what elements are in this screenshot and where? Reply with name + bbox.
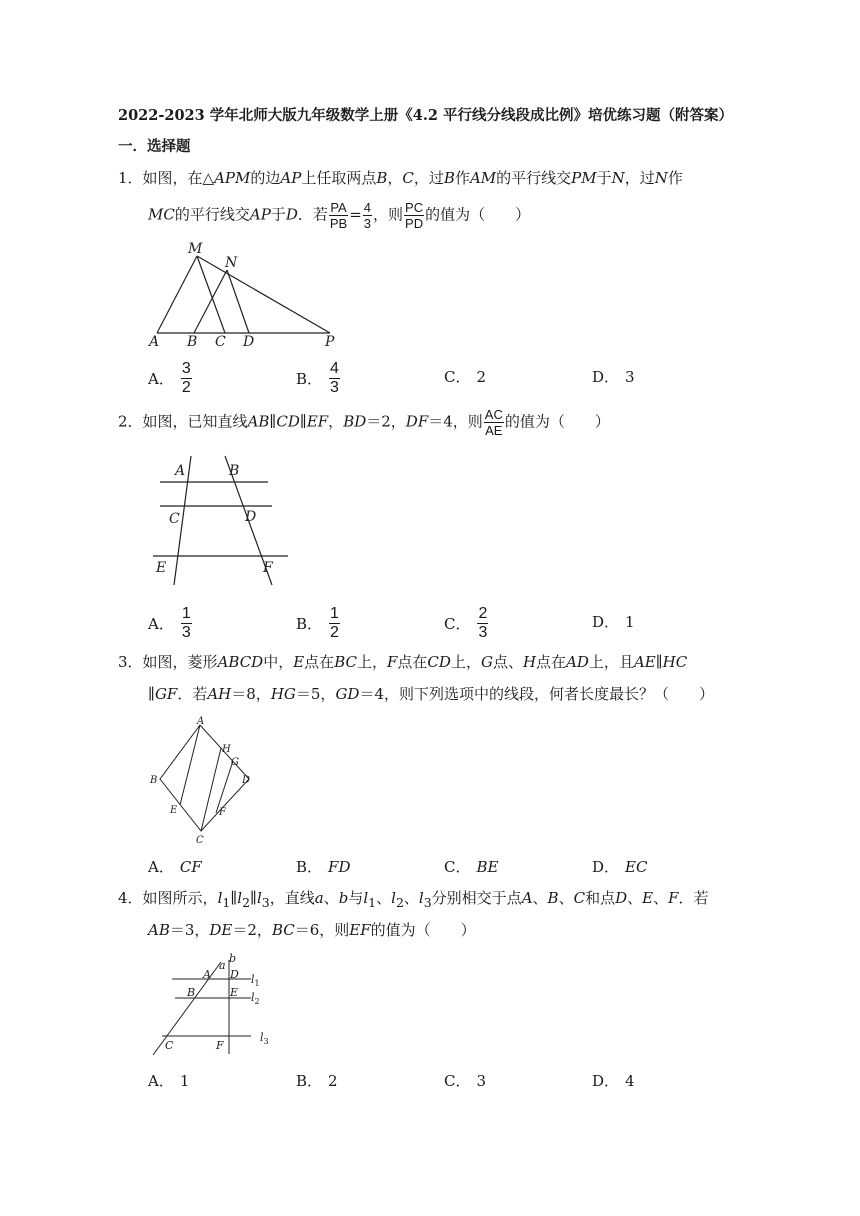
q4-option-a[interactable] [148,1070,189,1091]
frac-den: AE [485,423,503,438]
q3-option-c[interactable] [444,856,498,877]
q3-var: G [480,653,493,671]
label-l2-letter: l [251,991,255,1004]
q1-var: N [654,169,668,187]
q1-var: C [402,169,414,187]
frac-num: 4 [363,200,372,215]
q3-text: 点在 [536,653,567,671]
label-b: B [187,334,198,350]
q4-subscript: 3 [261,895,270,910]
q4-text: 与 [348,889,364,907]
label-l1-letter: l [251,973,255,986]
q1-text: 的值为（ ） [425,205,531,224]
label-b: B [150,775,158,786]
q2-text: 的值为（ ） [504,412,610,431]
q4-text: 、 [653,889,669,907]
line-am [157,256,197,333]
q2-text: 如图，已知直线 [142,412,248,431]
q3-text-line1 [118,652,687,672]
frac-den: 2 [330,624,339,641]
label-d: D [245,509,257,525]
label-l2-subscript: 2 [254,997,260,1006]
q4-var: BC [271,921,295,939]
label-l3-subscript: 3 [263,1037,269,1046]
option-fraction [477,605,488,642]
option-fraction [329,360,340,397]
q3-text: 点、 [492,653,523,671]
q1-var: D [285,205,298,224]
q1-var: AP [249,205,271,224]
option-label: A． [148,370,174,388]
q1-text: 作 [454,169,470,187]
option-fraction [329,605,340,642]
option-value: 3 [625,367,635,386]
option-label: C． [444,858,471,876]
q4-var: EF [349,921,371,939]
q4-var: A [521,889,533,907]
label-p: P [325,334,335,350]
option-label: D． [592,858,620,876]
q2-figure [150,455,295,590]
frac-num: 4 [330,360,339,377]
option-value: 1 [179,1071,190,1090]
q3-text: ＝4，则下列选项中的线段，何者长度最长？（ ） [359,685,714,703]
frac-num: AC [484,407,503,422]
frac-den: PD [405,216,424,231]
q4-text: 、 [376,889,392,907]
q4-var: l [391,889,396,907]
q3-var: AD [566,653,589,671]
q3-figure [145,715,260,850]
option-label: C． [444,615,471,633]
option-label: C． [444,1072,471,1090]
q4-parallel: ∥ [230,889,238,907]
label-a: A [203,968,211,981]
q2-text: ＝4，则 [428,412,483,431]
q3-var: AH [207,685,232,703]
option-label: A． [148,858,174,876]
q1-fraction-pc-pd [404,200,424,231]
q4-text: 如图所示， [142,889,218,907]
option-label: D． [592,368,620,386]
q1-text: ，则 [373,205,404,224]
q2-option-b[interactable] [296,605,341,642]
frac-den: 3 [181,624,191,641]
q1-text: 的边 [250,169,281,187]
label-c: C [165,1039,174,1052]
option-value: EC [625,857,648,876]
option-value: 2 [328,1071,338,1090]
q4-text: 、 [323,889,339,907]
q3-var: HG [270,685,296,703]
q4-text: 、 [627,889,643,907]
q3-text: 中， [263,653,294,671]
q4-text: 的值为（ ） [370,921,476,939]
q3-number: 3． [118,653,143,671]
q4-subscript: 2 [242,895,251,910]
q1-text: 的平行线交 [174,205,250,224]
q1-option-b[interactable] [296,360,341,397]
option-label: D． [592,613,620,631]
q4-text: 、 [558,889,574,907]
label-l3-letter: l [260,1031,264,1044]
option-label: B． [296,370,323,388]
q1-text: 上任取两点 [301,169,377,187]
q3-var: F [386,653,398,671]
q1-var: AM [469,169,497,187]
q2-text: ， [328,412,344,431]
q1-var: B [376,169,388,187]
q3-var: E [293,653,305,671]
option-value: FD [328,857,351,876]
q4-subscript: 1 [368,895,377,910]
q4-option-c[interactable] [444,1070,486,1091]
q4-var: AB [148,921,170,939]
q1-figure [145,240,345,350]
q4-var: F [668,889,679,907]
frac-den: 3 [363,216,372,231]
label-e: E [230,986,239,999]
q4-subscript: 2 [395,895,404,910]
q1-text: 的平行线交 [496,169,572,187]
q3-option-d[interactable] [592,856,647,877]
q4-subscript: 3 [423,895,432,910]
frac-den: 3 [330,379,339,396]
q4-number: 4． [118,889,143,907]
label-l1 [251,973,260,988]
label-c: C [169,511,180,527]
q1-var: MC [148,205,175,224]
q2-parallel: ∥ [269,412,277,431]
q2-var: AB [247,412,270,431]
line-ae [180,725,200,805]
q2-option-c[interactable] [444,605,489,642]
frac-num: 1 [330,605,339,622]
q1-text-line1 [118,168,683,188]
option-label: C． [444,368,471,386]
option-value: 1 [625,612,635,631]
q4-text: ＝2， [232,921,272,939]
q1-text: ．若 [297,205,328,224]
q4-option-b[interactable] [296,1070,338,1091]
q2-number: 2． [118,412,143,431]
q4-text-line1 [118,888,709,913]
q1-equals: = [349,205,362,224]
label-b: B [229,463,240,479]
q1-text: 于 [596,169,612,187]
section-heading: 一．选择题 [118,138,191,155]
line-mc [197,256,225,333]
line-hc [201,748,221,831]
label-line-b: b [229,952,237,965]
option-label: B． [296,1072,323,1090]
q3-var: CD [427,653,451,671]
option-value: 2 [476,367,487,386]
q1-text: ，过 [624,169,655,187]
q2-text-line1 [118,407,610,438]
label-line-a: a [219,959,226,972]
q3-text: ＝8， [231,685,271,703]
q4-text: 和点 [585,889,616,907]
frac-num: PA [330,200,347,215]
q3-text: 上，且 [588,653,634,671]
q4-subscript: 1 [222,895,231,910]
q2-var: DF [405,412,429,431]
q2-var: BD [343,412,367,431]
q3-parallel: ∥ [655,653,663,671]
q1-text: ， [387,169,403,187]
frac-num: PC [405,200,424,215]
q1-text: 作 [667,169,683,187]
option-value: 4 [625,1071,635,1090]
q4-var: l [217,889,223,907]
label-l1-subscript: 1 [254,979,260,988]
q1-var: PM [571,169,597,187]
q3-var: H [522,653,537,671]
q3-option-b[interactable] [296,856,350,877]
option-value: CF [179,857,202,876]
label-n: N [225,255,238,271]
option-fraction [181,360,192,397]
frac-num: 3 [181,360,191,377]
q3-var: ABCD [217,653,264,671]
option-value: BE [476,857,499,876]
q3-text: 点在 [304,653,335,671]
label-g: G [231,757,239,768]
frac-num: 1 [181,605,191,622]
label-e: E [156,560,167,576]
line-mp [197,256,330,333]
frac-den: 3 [478,624,488,641]
label-f: F [219,807,226,818]
q3-text: 点在 [397,653,428,671]
q4-var: a [314,889,324,907]
q3-text: 如图，菱形 [142,653,218,671]
q2-var: CD [276,412,300,431]
q3-var: BC [334,653,357,671]
label-e: E [170,805,178,816]
document-title: 2022-2023 学年北师大版九年级数学上册《4.2 平行线分线段成比例》培优练习题（附答案） [118,107,734,124]
label-f: F [263,560,273,576]
q4-text: ，直线 [269,889,315,907]
q1-var: APM [214,169,251,187]
frac-den: PB [329,216,348,231]
q1-text-line2 [148,200,530,231]
q4-text: 、 [403,889,419,907]
q4-var: l [237,889,243,907]
q1-var: N [611,169,625,187]
frac-num: 2 [478,605,488,622]
option-label: D． [592,1072,620,1090]
option-label: B． [296,858,323,876]
q3-text-line2 [148,684,714,704]
label-l2 [251,991,260,1006]
label-d: D [242,775,251,786]
q4-parallel: ∥ [250,889,257,907]
q3-option-a[interactable] [148,856,202,877]
q2-option-d[interactable] [592,611,635,632]
q4-option-d[interactable] [592,1070,635,1091]
q1-text: 于 [270,205,286,224]
q3-var: AE [633,653,656,671]
q4-var: b [338,889,349,907]
label-d: D [243,334,255,350]
q2-option-a[interactable] [148,605,193,642]
option-label: A． [148,615,174,633]
label-a: A [149,334,160,350]
q4-text: ＝6，则 [294,921,350,939]
q1-var: B [443,169,455,187]
q1-text: 如图，在△ [142,169,215,187]
q1-option-a[interactable] [148,360,193,397]
q3-text: ．若 [177,685,208,703]
q4-var: DE [209,921,233,939]
q4-var: C [573,889,586,907]
label-f: F [216,1039,224,1052]
label-m: M [188,241,203,257]
q1-fraction-pa-pb [329,200,348,231]
option-label: B． [296,615,323,633]
q2-var: EF [306,412,329,431]
q1-number: 1． [118,169,143,187]
q1-var: AP [280,169,302,187]
q2-text: ＝2， [366,412,406,431]
label-b: B [187,986,196,999]
q4-var: E [642,889,654,907]
q1-option-c[interactable] [444,366,486,387]
q3-parallel: ∥ [148,685,155,703]
q1-option-d[interactable] [592,366,635,387]
label-h: H [222,744,231,755]
label-a: A [175,463,186,479]
label-a: A [197,716,205,727]
label-d: D [230,968,239,981]
q1-fraction-4-3 [363,200,372,231]
option-label: A． [148,1072,174,1090]
q4-var: l [418,889,424,907]
label-c: C [196,835,204,846]
q4-text: ＝3， [169,921,210,939]
q4-var: l [363,889,369,907]
q3-var: HC [662,653,688,671]
q4-var: l [256,889,262,907]
q4-var: B [547,889,559,907]
option-fraction [181,605,192,642]
q4-text: 、 [532,889,548,907]
q3-text: 上， [356,653,387,671]
label-l3 [260,1031,269,1046]
q1-text: ，过 [413,169,444,187]
q2-fraction-ac-ae [484,407,504,438]
q3-var: GD [335,685,360,703]
q3-var: GF [154,685,178,703]
q2-parallel: ∥ [299,412,307,431]
q3-text: 上， [450,653,481,671]
q4-text-line2 [148,920,476,940]
q3-text: ＝5， [295,685,336,703]
q4-var: D [615,889,628,907]
option-value: 3 [476,1071,487,1090]
q4-text: 分别相交于点 [431,889,522,907]
label-c: C [215,334,226,350]
q4-text: ．若 [678,889,709,907]
frac-den: 2 [181,379,191,396]
q4-figure [148,950,278,1060]
